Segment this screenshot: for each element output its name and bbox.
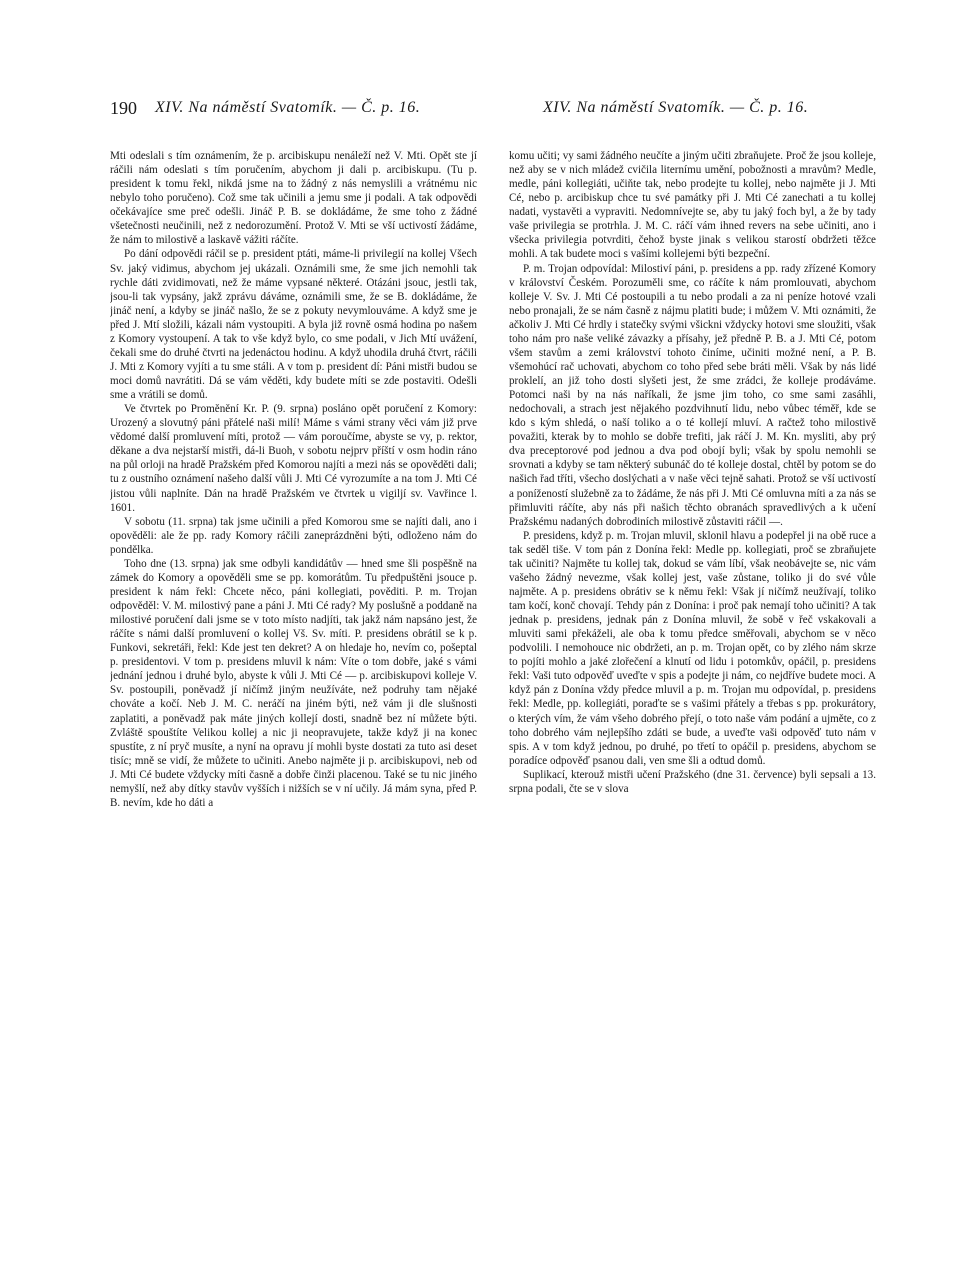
running-title-left: XIV. Na náměstí Svatomík. — Č. p. 16.	[155, 99, 421, 116]
right-column	[509, 149, 876, 1239]
page-number: 190	[110, 98, 137, 118]
paragraph: P. presidens, když p. m. Trojan mluvil, sklonil hlavu a podepřel ji na obě ruce a tak seděl tiše. V tom pán z Donína řekl: Medle pp. kollegiati, proč se zbraňujete tak učiniti? Najměte tu kollej tak, dokud se vám líbí, však neobávejte se, nic vám vašeho žádný nevezme, však kollej jest, vaše zůstane, toliko ji do své vůle najměte. A p. presidens obrátiv se k němu řekl: Však jí ničímž neužívají, toliko tam kočí, konč chovají. Tehdy pán z Donína: i proč pak nemají toho učiniti? A tak jednak p. presidens, jednak pán z Donína mluvil, že sobě v řeč vskakovali a mluviti sami překáželi, ale oba k tomu předce směřovali, abychom se v něco podvolili. I nemohouce nic obdržeti, an p. m. Trojan opět, co by zlého nám skrze to pojíti mohlo a jaké zlořečení a klnutí od lidu i potomkův, opáčil, p. presidens řekl: Vaši tuto odpověď uveďte v spis a podejte ji nám, co nejdříve budete moci. A když pán z Donína vždy předce mluvil a p. m. Trojan mu odpovídal, p. presidens řekl: Medle, pp. kollegiáti, poraďte se s vašimi přátely a třebas s pp. prokurátory, o kterých vím, že vám všeho dobrého přejí, o toto naše vám podání a ujměte, co z toho dobrého vám nejlepšího zdáti se bude, a uveďte vaši odpověď tuto nám v spis. A v tom když jednou, po druhé, po třetí to opáčil p. presidens, abychom se poradíce odpověď psanou dali, ven sme šli a odtud domů.	[509, 529, 876, 767]
paragraph: komu učiti; vy sami žádného neučíte a jiným učiti zbraňujete. Proč že jsou kolleje, než aby se v nich mládež cvičila liternímu umění, pobožnosti a mravům? Medle, medle, páni kollegiáti, učiňte tak, nebo prodejte tu kollej, nebo najměte ji J. Mti Cé, nebo p. arcibiskup chce tu své památky při J. Mti Cé zanechati a tu kollej nadati, vystavěti a vypraviti. Nedomnívejte se, aby tu jaký foch byl, a že by tady vaše privilegia se protrhla. J. M. C. ráčí vám ihned revers na sebe učiniti, ano i všecka privilegia potvrditi, čehož byste jinak s velikou starostí obdržeti těžce mohli. A tak budete moci s vašími kollejemi býti bezpeční.	[509, 150, 876, 261]
paragraph: Po dání odpovědi ráčil se p. president ptáti, máme-li privilegií na kollej Všech Sv. jaký vidimus, abychom jej ukázali. Oznámili sme, že sme jich nemohli tak rychle dáti zvidimovati, než že máme vypsané některé. Otázáni jsouc, jestli tak, jsou-li tak vypsány, jakž zprávu dáváme, oznámili sme, že se B. dokládáme, že jináč není, a kdyby se jináč našlo, že se z pokuty nevymlouváme. A když sme je před J. Mtí složili, kázali nám vystoupiti. A byla již rovně osmá hodina po našem z Komory vystoupení. A tak to vše když bylo, co sme podali, v Jich Mtí uvážení, čekali sme do druhé čtvrti na jedenáctou hodinu. A když uhodila druhá čtvrt, ráčili J. Mti z Komory vyjíti a tu sme stáli. A v tom p. president dí: Páni mistři budou se moci domů navrátiti. Dá se vám věděti, kdy budete míti se zde postaviti. Odešli sme a vrátili se domů.	[110, 248, 477, 402]
left-column	[110, 149, 477, 1239]
paragraph: P. m. Trojan odpovídal: Milostiví páni, p. presidens a pp. rady zřízené Komory v království Českém. Porozuměli sme, co ráčíte k nám promlouvati, abychom kolleje V. Sv. J. Mti Cé postoupili a tu nebo prodali a za ni peníze hotové vzali nebo pronajali, že se nám časně z nájmu platiti bude; i můžem V. Mti oznámiti, že ačkoliv J. Mti Cé hrdly i statečky svými všickni vždycky hotovi sme sloužiti, však toho nám pro naše veliké závazky a přísahy, jež předně P. B. a J. Mti Cé, potom všem stavům a zemi království tohoto činíme, učiniti možné není, a P. B. všemohúcí rač uchovati, abychom co toho před sebe bráti měli. Však by nás lidé proklelí, an již toho dosti slyšeti jest, že sme zrádci, že kolleje prodáváme. Potomci naši by na nás naříkali, že jsme jim toho, co sme sami zasáhli, nedochovali, a strach jest nějakého pozdvihnutí lidu, nebo vůbec téměř, kde se kdo s kým shledá, o naší toliko a o té kollejí mluví. A račtež toho milostivě považiti, kterak by to mohlo se dobře trefiti, jak ráčí J. M. Kn. mysliti, aby prý dva preceptorové pod jednou a dva pod obojí byli; však by spolu nemohli se srovnati a kdyby se tam některý subunáč do té kolleje dostal, chtěl by potom se do našich řad tříti, všecho doslýchati a v naše věci tejně sahati. Protož se vší uctivostí a ponížeností služebně za to žádáme, že nás při J. Mti Cé omluvna míti a za nás se přimluviti ráčíte, aby nás při našich těchto obranách spravedlivých a k učení Pražskému nadaných dobrodiních milostivě zůstaviti ráčil —.	[509, 262, 876, 528]
paragraph: Mti odeslali s tím oznámením, že p. arcibiskupu nenáleží než V. Mti. Opět ste jí ráčili nám odeslati s tím poručením, abychom ji dali p. arcibiskupu. (Tu p. president k tomu řekl, nikdá jsme na to žádný z nás nemyslili a vrátnému nic nebylo toho poručeno). Což sme tak učinili a jemu sme ji podali. A tak odpovědi očekávajíce sme preč odešli. Jináč P. B. se dokládáme, že sme toho z žádné všetečnosti neučinili, než z nedorozumění. Protož V. Mti se vší uctivostí žádáme, že nám to milostivě a laskavě vážiti ráčíte.	[110, 150, 477, 247]
paragraph: Toho dne (13. srpna) jak sme odbyli kandidátův — hned sme šli pospěšně na zámek do Komory a opověděli sme se pp. komorátům. Tu předpuštěni jsouce p. president k nám řekl: Chcete něco, páni kollegiati, pověditi. P. m. Trojan odpověděl: V. M. milostivý pane a páni J. Mti Cé rady? My poslušně a poddaně na milostivé poručení dali jsme se v toto místo nadjíti, tak jakž nám napsáno jest, že ráčíte s námi další promluvení o kollej Vš. Sv. míti. P. presidens obrátil se k p. Funkovi, sekretáři, řekl: Kde jest ten dekret? A on hledaje ho, nevím co, pošeptal p. presidentovi. V tom p. presidens mluvil k nám: Víte o tom dobře, jaké s vámi jednání jednou i druhé bylo, abyste k vůli J. Mti Cé — p. arcibiskupovi kolleje V. Sv. postoupili, poněvadž jí ničímž jiným neužíváte, než podruhy tam nějaké chováte a kočí. Neb J. M. C. neráčí na jiném býti, než vám ji dle slušnosti zaplatiti, a poněvadž pak máte jiných kollejí dosti, snadně bez ní můžete býti. Zvláště spouštíte Velikou kollej a nic ji neopravujete, takže když ji na konec spustíte, z ní pryč musíte, a nyní na opravu jí mohli byste dostati za tuto asi deset tisíc; mně se vidí, že můžete to učiniti. Anebo najměte ji p. arcibiskupovi, neb od J. Mti Cé budete vždycky míti časně a dobře činži placenou. Také se tu nic jiného nemyšlí, než aby dítky stavův vyšších i nižších se v ní učily. Já mám syna, před P. B. nevím, kde ho dáti a	[110, 557, 477, 809]
page-header	[110, 98, 850, 122]
paragraph: Ve čtvrtek po Proměnění Kr. P. (9. srpna) posláno opět poručení z Komory: Urozený a slovutný páni přátelé naši milí! Máme s vámi strany věci vám již prve vědomé další promluvení míti, protož — vám poroučíme, abyste se vy, p. rektor, děkane a dva nejstarší mistři, dá-li Buoh, v sobotu nejprv příští v osm hodin ráno na půl orloji na hradě Pražském před Komorou najíti a mezi nás se opověděti dali; tu z oustního oznámení našeho další vůli J. Mti Cé vyrozumíte a na tom J. Mti Cé jistou vůli naplníte. Dán na hradě Pražském ve čtvrtek u vigiljí sv. Vavřince l. 1601.	[110, 403, 477, 514]
running-title-right: XIV. Na náměstí Svatomík. — Č. p. 16.	[543, 99, 809, 116]
paragraph: Suplikací, kterouž mistři učení Pražského (dne 31. července) byli sepsali a 13. srpna podali, čte se v slova	[509, 768, 876, 795]
paragraph: V sobotu (11. srpna) tak jsme učinili a před Komorou sme se najíti dali, ano i opověděli: ale že pp. rady Komory ráčili zaneprázdněni býti, odloženo nám do pondělka.	[110, 515, 477, 556]
